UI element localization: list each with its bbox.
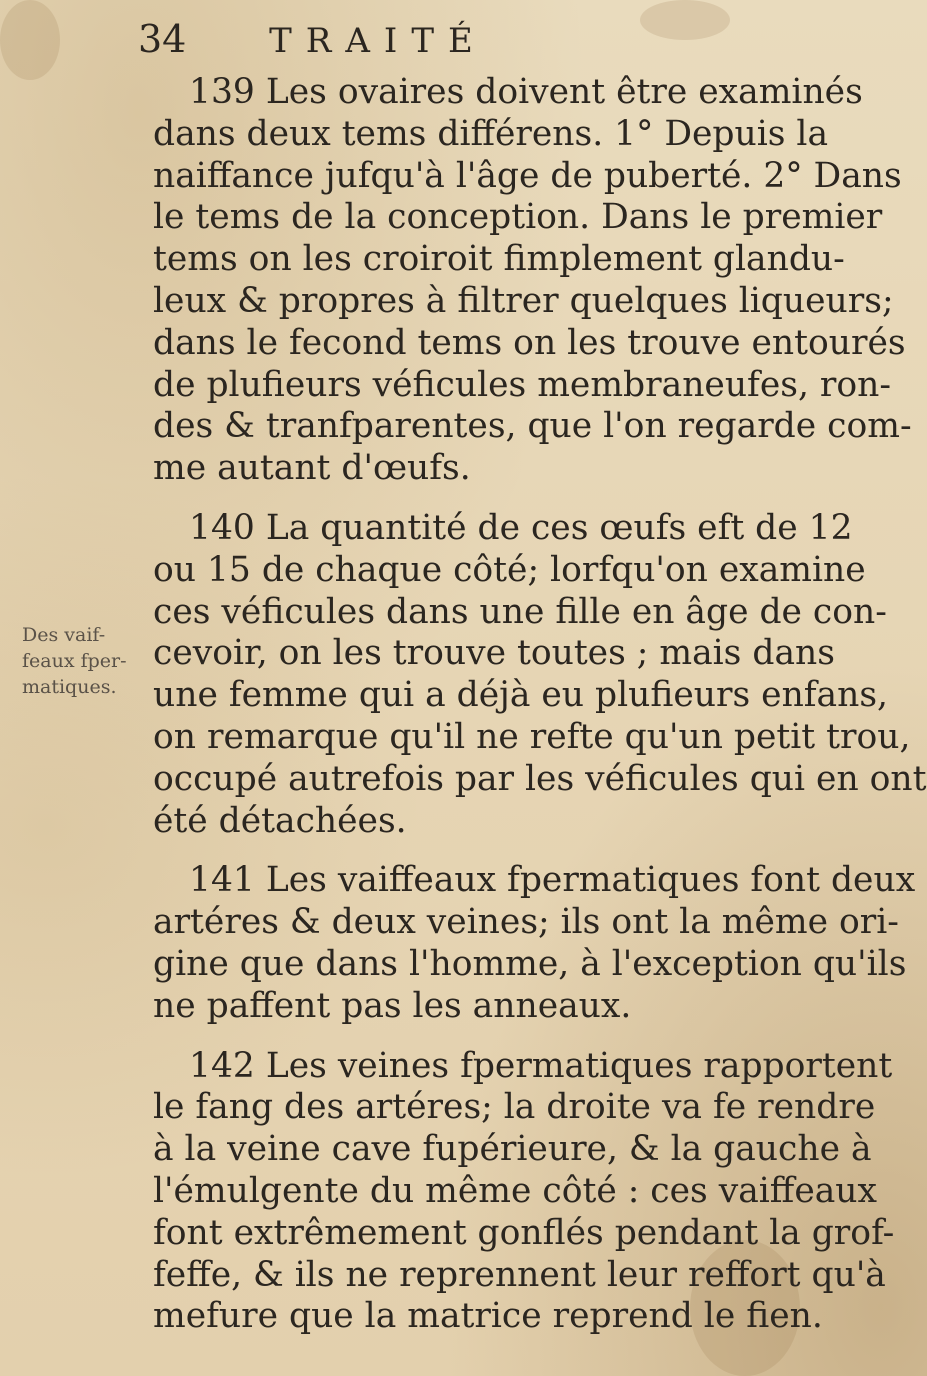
text-line: artéres & deux veines; ils ont la même ori-	[153, 902, 899, 943]
text-line: 141 Les vaiffeaux fpermatiques font deux	[189, 860, 916, 901]
marginal-note-line: feaux fper-	[22, 650, 127, 672]
text-line: une femme qui a déjà eu plufieurs enfans,	[153, 675, 889, 716]
text-line: l'émulgente du même côté : ces vaiffeaux	[153, 1170, 877, 1211]
text-line: me autant d'œufs.	[153, 448, 471, 489]
text-line: leux & propres à filtrer quelques liqueurs;	[153, 280, 894, 321]
text-line: naiffance jufqu'à l'âge de puberté. 2° Dans	[153, 155, 902, 196]
text-line: le fang des artéres; la droite va fe rendre	[153, 1087, 876, 1128]
text-line: à la veine cave fupérieure, & la gauche à	[153, 1129, 872, 1170]
paragraph-139	[153, 72, 912, 490]
text-line: ne paffent pas les anneaux.	[153, 985, 632, 1026]
text-line: été détachées.	[153, 800, 407, 841]
text-line: font extrêmement gonflés pendant la grof-	[153, 1212, 895, 1253]
running-head	[138, 14, 738, 64]
text-line: gine que dans l'homme, à l'exception qu'ils	[153, 943, 907, 984]
text-line: 140 La quantité de ces œufs eft de 12	[189, 507, 853, 548]
paragraph-142	[153, 1045, 895, 1339]
paragraph-140	[153, 507, 927, 842]
text-line: tems on les croiroit fimplement glandu-	[153, 239, 845, 280]
marginal-note-line: matiques.	[22, 676, 117, 698]
text-line: dans le fecond tems on les trouve entourés	[153, 322, 906, 363]
page-number: 34	[138, 17, 187, 61]
text-line: ou 15 de chaque côté; lorfqu'on examine	[153, 549, 866, 590]
paper-stain	[0, 0, 60, 80]
text-line: ces véficules dans une fille en âge de con-	[153, 591, 887, 632]
text-line: des & tranfparentes, que l'on regarde com-	[153, 406, 912, 447]
text-line: dans deux tems différens. 1° Depuis la	[153, 113, 829, 154]
text-line: occupé autrefois par les véficules qui en ont	[153, 758, 927, 799]
text-line: 142 Les veines fpermatiques rapportent	[189, 1045, 893, 1086]
text-line: 139 Les ovaires doivent être examinés	[189, 72, 863, 112]
text-line: de plufieurs véficules membraneufes, ron-	[153, 364, 892, 405]
paragraph-141	[153, 860, 916, 1027]
marginal-note-line: Des vaif-	[22, 624, 106, 646]
marginal-note	[22, 622, 132, 700]
text-line: on remarque qu'il ne refte qu'un petit trou,	[153, 716, 911, 757]
text-line: cevoir, on les trouve toutes ; mais dans	[153, 633, 835, 674]
text-line: le tems de la conception. Dans le premier	[153, 197, 883, 238]
text-line: mefure que la matrice reprend le fien.	[153, 1296, 823, 1337]
text-line: feffe, & ils ne reprennent leur reffort qu'à	[153, 1254, 886, 1295]
body-text	[153, 72, 927, 1338]
running-title: TRAITÉ	[269, 21, 487, 61]
